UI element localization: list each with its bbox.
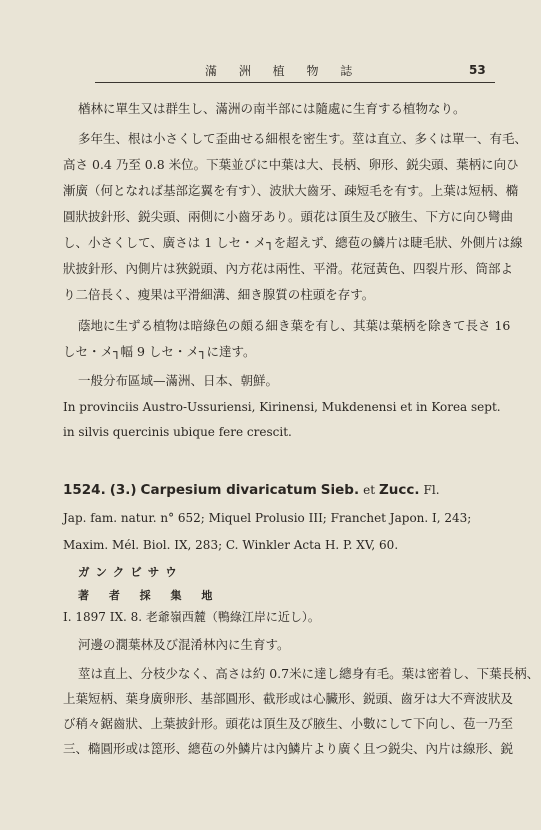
japanese-name: ガンクビサウ: [78, 565, 183, 579]
text-line: 河邊の濶葉林及び混淆林內に生育す。: [78, 637, 290, 652]
text-line: 三、橢圓形或は箆形、總苞の外鱗片は內鱗片より廣く且つ鋭尖、內片は線形、鋭: [63, 741, 514, 756]
species-ref-tail: Fl.: [423, 483, 440, 497]
collection-entry: I. 1897 IX. 8. 老爺嶺西麓（鴨綠江岸に近し）。: [63, 610, 320, 624]
species-author-1: Sieb.: [320, 482, 360, 498]
text-line: 多年生、根は小さくして歪曲せる細根を密生す。莖は直立、多くは單一、有毛、: [78, 131, 528, 146]
text-line: し、小さくして、廣さは 1 しセ・メ┐を超えず、總苞の鱗片は睫毛狀、外側片は線: [63, 235, 523, 250]
text-line: 一般分布區域—滿洲、日本、朝鮮。: [78, 373, 279, 388]
running-title: 滿 洲 植 物 誌: [205, 64, 362, 78]
text-line: 上葉短柄、葉身廣卵形、基部圓形、截形或は心臟形、鋭頭、齒牙は大不齊波狀及: [63, 691, 514, 706]
species-name: Carpesium divaricatum: [140, 482, 317, 498]
reference-line: Maxim. Mél. Biol. IX, 283; C. Winkler Acta H. P. XV, 60.: [63, 538, 399, 552]
latin-line: in silvis quercinis ubique fere crescit.: [63, 425, 292, 439]
running-header: [95, 58, 495, 88]
text-line: 狀披針形、內側片は狹鋭頭、內方花は兩性、平滑。花冠黃色、四裂片形、筒部よ: [63, 261, 514, 276]
text-line: 蔭地に生ずる植物は暗綠色の頗る細き葉を有し、其葉は葉柄を除きて長さ 16: [78, 318, 511, 333]
reference-line: Jap. fam. natur. n° 652; Miquel Prolusio III; Franchet Japon. I, 243;: [63, 511, 472, 525]
text-line: 圓狀披針形、鋭尖頭、兩側に小齒牙あり。頭花は頂生及び腋生、下方に向ひ彎曲: [63, 209, 514, 224]
page-number: 53: [469, 63, 486, 77]
text-line: 楢林に單生又は群生し、滿洲の南半部には隨處に生育する植物なり。: [78, 101, 466, 116]
species-sub-number: (3.): [109, 482, 137, 498]
text-line: 高さ 0.4 乃至 0.8 米位。下葉並びに中葉は大、長柄、卵形、鋭尖頭、葉柄に向ひ: [63, 157, 519, 172]
text-line: り二倍長く、瘦果は平滑細溝、細き腺質の柱頭を存す。: [63, 287, 375, 302]
collection-heading: 著 者 採 集 地: [78, 589, 221, 602]
species-heading: [63, 482, 440, 498]
text-line: 漸廣（何となれば基部迄翼を有す）、波狀大齒牙、疎短毛を有す。上葉は短柄、橢: [63, 183, 519, 198]
species-et: et: [363, 483, 376, 497]
species-author-2: Zucc.: [379, 482, 420, 498]
text-line: しセ・メ┐幅 9 しセ・メ┐に達す。: [63, 344, 256, 359]
text-line: 莖は直上、分枝少なく、高さは約 0.7米に達し總身有毛。葉は密着し、下葉長柄、: [78, 666, 540, 681]
text-line: び稍々鋸齒狀、上葉披針形。頭花は頂生及び腋生、小數にして下向し、苞一乃至: [63, 716, 514, 731]
latin-line: In provinciis Austro-Ussuriensi, Kirinensi, Mukdenensi et in Korea sept.: [63, 400, 501, 414]
species-number: 1524.: [63, 482, 106, 498]
header-rule: [95, 82, 495, 83]
